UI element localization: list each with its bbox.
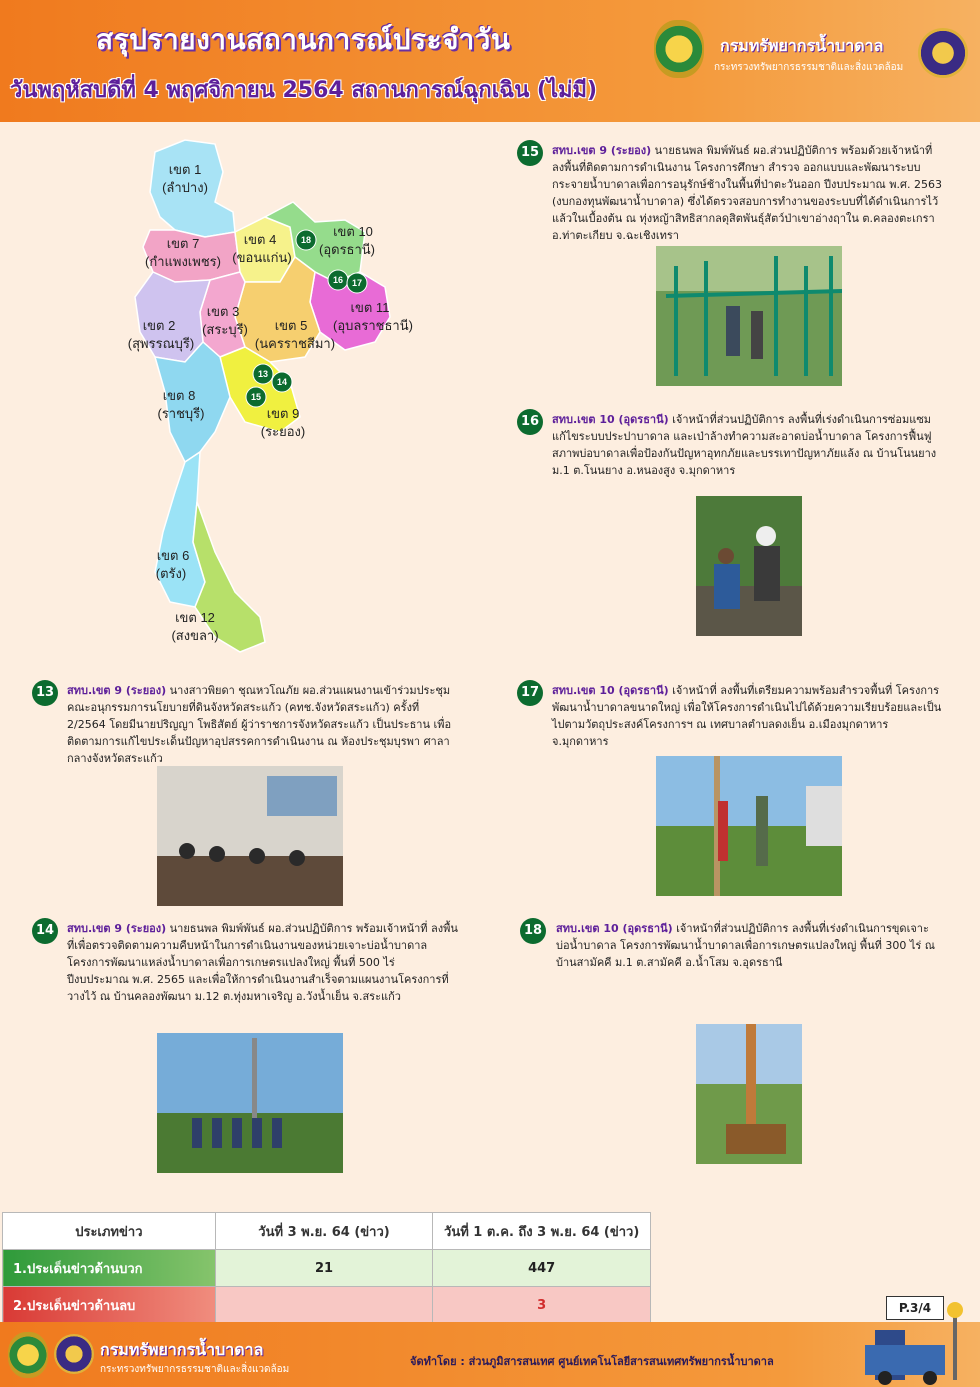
row-day-count: 21	[215, 1250, 433, 1287]
map-province-label: (ตรัง)	[155, 566, 187, 581]
news-photo-well-repair	[696, 496, 802, 636]
page-title: สรุปรายงานสถานการณ์ประจำวัน	[96, 23, 511, 56]
ministry-seal-icon	[918, 28, 968, 78]
page-number: P.3/4	[886, 1296, 944, 1320]
item-number-badge: 13	[32, 680, 58, 706]
news-office: สทบ.เขต 10 (อุดรธานี)	[556, 922, 673, 935]
news-body: เจ้าหน้าที่ส่วนปฏิบัติการ ลงพื้นที่เร่งดำเนินการขุดเจาะบ่อน้ำบาดาล โครงการพัฒนาน้ำบาดาลเพื่อการเกษตรแปลงใหญ่ พื้นที่ 300 ไร่ ณ บ้านสามัคคี ม.1 ต.สามัคคี อ.น้ำโสม จ.อุดรธานี	[556, 922, 936, 969]
news-photo-drilling-rig	[696, 1024, 802, 1164]
map-zone-label: เขต 9	[266, 406, 300, 421]
news-photo-meeting	[157, 766, 343, 906]
map-province-label: (สงขลา)	[171, 628, 219, 643]
department-seal-icon	[8, 1332, 48, 1378]
news-office: สทบ.เขต 9 (ระยอง)	[552, 144, 652, 157]
table-header-cell: วันที่ 3 พ.ย. 64 (ข่าว)	[215, 1213, 433, 1250]
map-marker: 17	[351, 278, 363, 288]
news-office: สทบ.เขต 9 (ระยอง)	[67, 922, 167, 935]
map-marker: 13	[257, 369, 269, 379]
news-item-16	[552, 411, 944, 479]
news-office: สทบ.เขต 9 (ระยอง)	[67, 684, 167, 697]
row-label-positive: 1.ประเด็นข่าวด้านบวก	[3, 1250, 216, 1287]
map-province-label: (สระบุรี)	[202, 322, 248, 337]
map-zone-label: เขต 8	[162, 388, 196, 403]
row-total-count: 3	[433, 1287, 651, 1324]
news-item-17	[552, 682, 944, 750]
row-label-negative: 2.ประเด็นข่าวด้านลบ	[3, 1287, 216, 1324]
map-zone-label: เขต 12	[175, 610, 215, 625]
map-province-label: (สุพรรณบุรี)	[127, 336, 195, 351]
map-marker: 15	[250, 392, 262, 402]
news-item-18	[556, 920, 946, 971]
map-zone-label: เขต 2	[142, 318, 176, 333]
table-header-cell: วันที่ 1 ต.ค. ถึง 3 พ.ย. 64 (ข่าว)	[433, 1213, 651, 1250]
item-number-badge: 16	[517, 409, 543, 435]
drilling-truck-icon	[845, 1300, 980, 1387]
footer-ministry-name: กระทรวงทรัพยากรธรรมชาติและสิ่งแวดล้อม	[100, 1364, 290, 1375]
map-zone-label: เขต 6	[156, 548, 190, 563]
map-province-label: (ราชบุรี)	[157, 406, 205, 421]
table-row	[3, 1287, 651, 1324]
map-zone-label: เขต 4	[243, 232, 277, 247]
map-province-label: (ลำปาง)	[162, 180, 208, 195]
table-header-cell: ประเภทข่าว	[3, 1213, 216, 1250]
news-summary-table	[2, 1212, 651, 1324]
news-item-15	[552, 142, 944, 244]
map-zone-label: เขต 5	[274, 318, 308, 333]
map-marker: 18	[300, 235, 312, 245]
news-body: นายธนพล พิมพ์พันธ์ ผอ.ส่วนปฏิบัติการ พร้อมด้วยเจ้าหน้าที่ ลงพื้นที่ติดตามการดำเนินงาน โครงการศึกษา สำรวจ ออกแบบและพัฒนาระบบกระจายน้ำบาดาลเพื่อการอนุรักษ์ช้างในพื้นที่ป่าตะวันออก ปีงบประมาณ พ.ศ. 2563 (งบกองทุนพัฒนาน้ำบาดาล) ซึ่งได้ตรวจสอบการทำงานของระบบที่ได้ดำเนินการไว้แล้วในเบื้องต้น ณ ทุ่งหญ้าสิทธิสากลดุสิตพันธุ์สัตว์ป่าเขาอ่างฤาใน ต.คลองตะเกรา อ.ท่าตะเกียบ จ.ฉะเชิงเทรา	[552, 144, 942, 242]
map-zone-label: เขต 7	[166, 236, 200, 251]
map-marker: 16	[332, 275, 344, 285]
footer-department-name: กรมทรัพยากรน้ำบาดาล	[100, 1340, 264, 1359]
item-number-badge: 15	[517, 140, 543, 166]
page-subtitle: วันพฤหัสบดีที่ 4 พฤศจิกายน 2564 สถานการณ์ฉุกเฉิน (ไม่มี)	[10, 78, 598, 103]
thailand-region-map	[115, 132, 415, 672]
map-province-label: (นครราชสีมา)	[254, 336, 336, 351]
news-body: เจ้าหน้าที่ส่วนปฏิบัติการ ลงพื้นที่เร่งดำเนินการซ่อมแซม แก้ไขระบบประปาบาดาล และเป่าล้างทำความสะอาดบ่อน้ำบาดาล โครงการฟื้นฟูสภาพบ่อบาดาลเพื่อป้องกันปัญหาอุทกภัยและบรรเทาปัญหาภัยแล้ง ณ บ้านโนนยาง ม.1 ต.โนนยาง อ.หนองสูง จ.มุกดาหาร	[552, 413, 937, 477]
map-province-label: (กำแพงเพชร)	[145, 254, 221, 269]
map-province-label: (อุดรธานี)	[318, 242, 376, 257]
news-item-14	[67, 920, 459, 1005]
row-day-count	[215, 1287, 433, 1324]
map-zone-label: เขต 11	[350, 300, 390, 315]
news-photo-elephant-water-system	[656, 246, 842, 386]
footer-credit: จัดทำโดย : ส่วนภูมิสารสนเทศ ศูนย์เทคโนโลยีสารสนเทศทรัพยากรน้ำบาดาล	[410, 1355, 774, 1368]
map-marker: 14	[276, 377, 288, 387]
news-photo-site-survey	[656, 756, 842, 896]
map-province-label: (ระยอง)	[260, 424, 306, 439]
ministry-seal-icon	[54, 1334, 94, 1374]
news-body: นางสาวพิยดา ชุณหวโณภัย ผอ.ส่วนแผนงานเข้าร่วมประชุมคณะอนุกรรมการนโยบายที่ดินจังหวัดสระแก้ว (คทช.จังหวัดสระแก้ว) ครั้งที่ 2/2564 โดยมีนายปริญญา โพธิสัตย์ ผู้ว่าราชการจังหวัดสระแก้ว เป็นประธาน เพื่อติดตามการแก้ไขประเด็นปัญหาอุปสรรคการดำเนินงาน ณ ห้องประชุมบุรพา ศาลากลางจังหวัดสระแก้ว	[67, 684, 452, 765]
department-seal-icon	[654, 20, 704, 78]
ministry-name: กระทรวงทรัพยากรธรรมชาติและสิ่งแวดล้อม	[714, 62, 904, 73]
table-header-row	[3, 1213, 651, 1250]
map-province-label: (อุบลราชธานี)	[333, 318, 413, 333]
item-number-badge: 18	[520, 918, 546, 944]
news-body: นายธนพล พิมพ์พันธ์ ผอ.ส่วนปฏิบัติการ พร้อมเจ้าหน้าที่ ลงพื้นที่เพื่อตรวจติดตามความคืบหน้าในการดำเนินงานของหน่วยเจาะบ่อน้ำบาดาล โครงการพัฒนาแหล่งน้ำบาดาลเพื่อการเกษตรแปลงใหญ่ พื้นที่ 500 ไร่ ปีงบประมาณ พ.ศ. 2565 และเพื่อให้การดำเนินงานสำเร็จตามแผนงานโครงการที่วางไว้ ณ บ้านคลองพัฒนา ม.12 ต.ทุ่งมหาเจริญ อ.วังน้ำเย็น จ.สระแก้ว	[67, 922, 458, 1003]
map-zone-label: เขต 1	[168, 162, 202, 177]
map-province-label: (ขอนแก่น)	[232, 250, 292, 265]
item-number-badge: 17	[517, 680, 543, 706]
map-zone-label: เขต 3	[206, 304, 240, 319]
news-body: เจ้าหน้าที่ ลงพื้นที่เตรียมความพร้อมสำรวจพื้นที่ โครงการพัฒนาน้ำบาดาลขนาดใหญ่ เพื่อให้โครงการดำเนินไปได้ด้วยความเรียบร้อยและเป็นไปตามวัตถุประสงค์โครงการฯ ณ เทศบาลตำบลดงเย็น อ.เมืองมุกดาหาร จ.มุกดาหาร	[552, 684, 942, 748]
news-item-13	[67, 682, 459, 767]
news-office: สทบ.เขต 10 (อุดรธานี)	[552, 684, 669, 697]
item-number-badge: 14	[32, 918, 58, 944]
news-office: สทบ.เขต 10 (อุดรธานี)	[552, 413, 669, 426]
news-photo-drilling-team	[157, 1033, 343, 1173]
table-row	[3, 1250, 651, 1287]
row-total-count: 447	[433, 1250, 651, 1287]
map-zone-label: เขต 10	[333, 224, 373, 239]
department-name: กรมทรัพยากรน้ำบาดาล	[720, 36, 884, 55]
